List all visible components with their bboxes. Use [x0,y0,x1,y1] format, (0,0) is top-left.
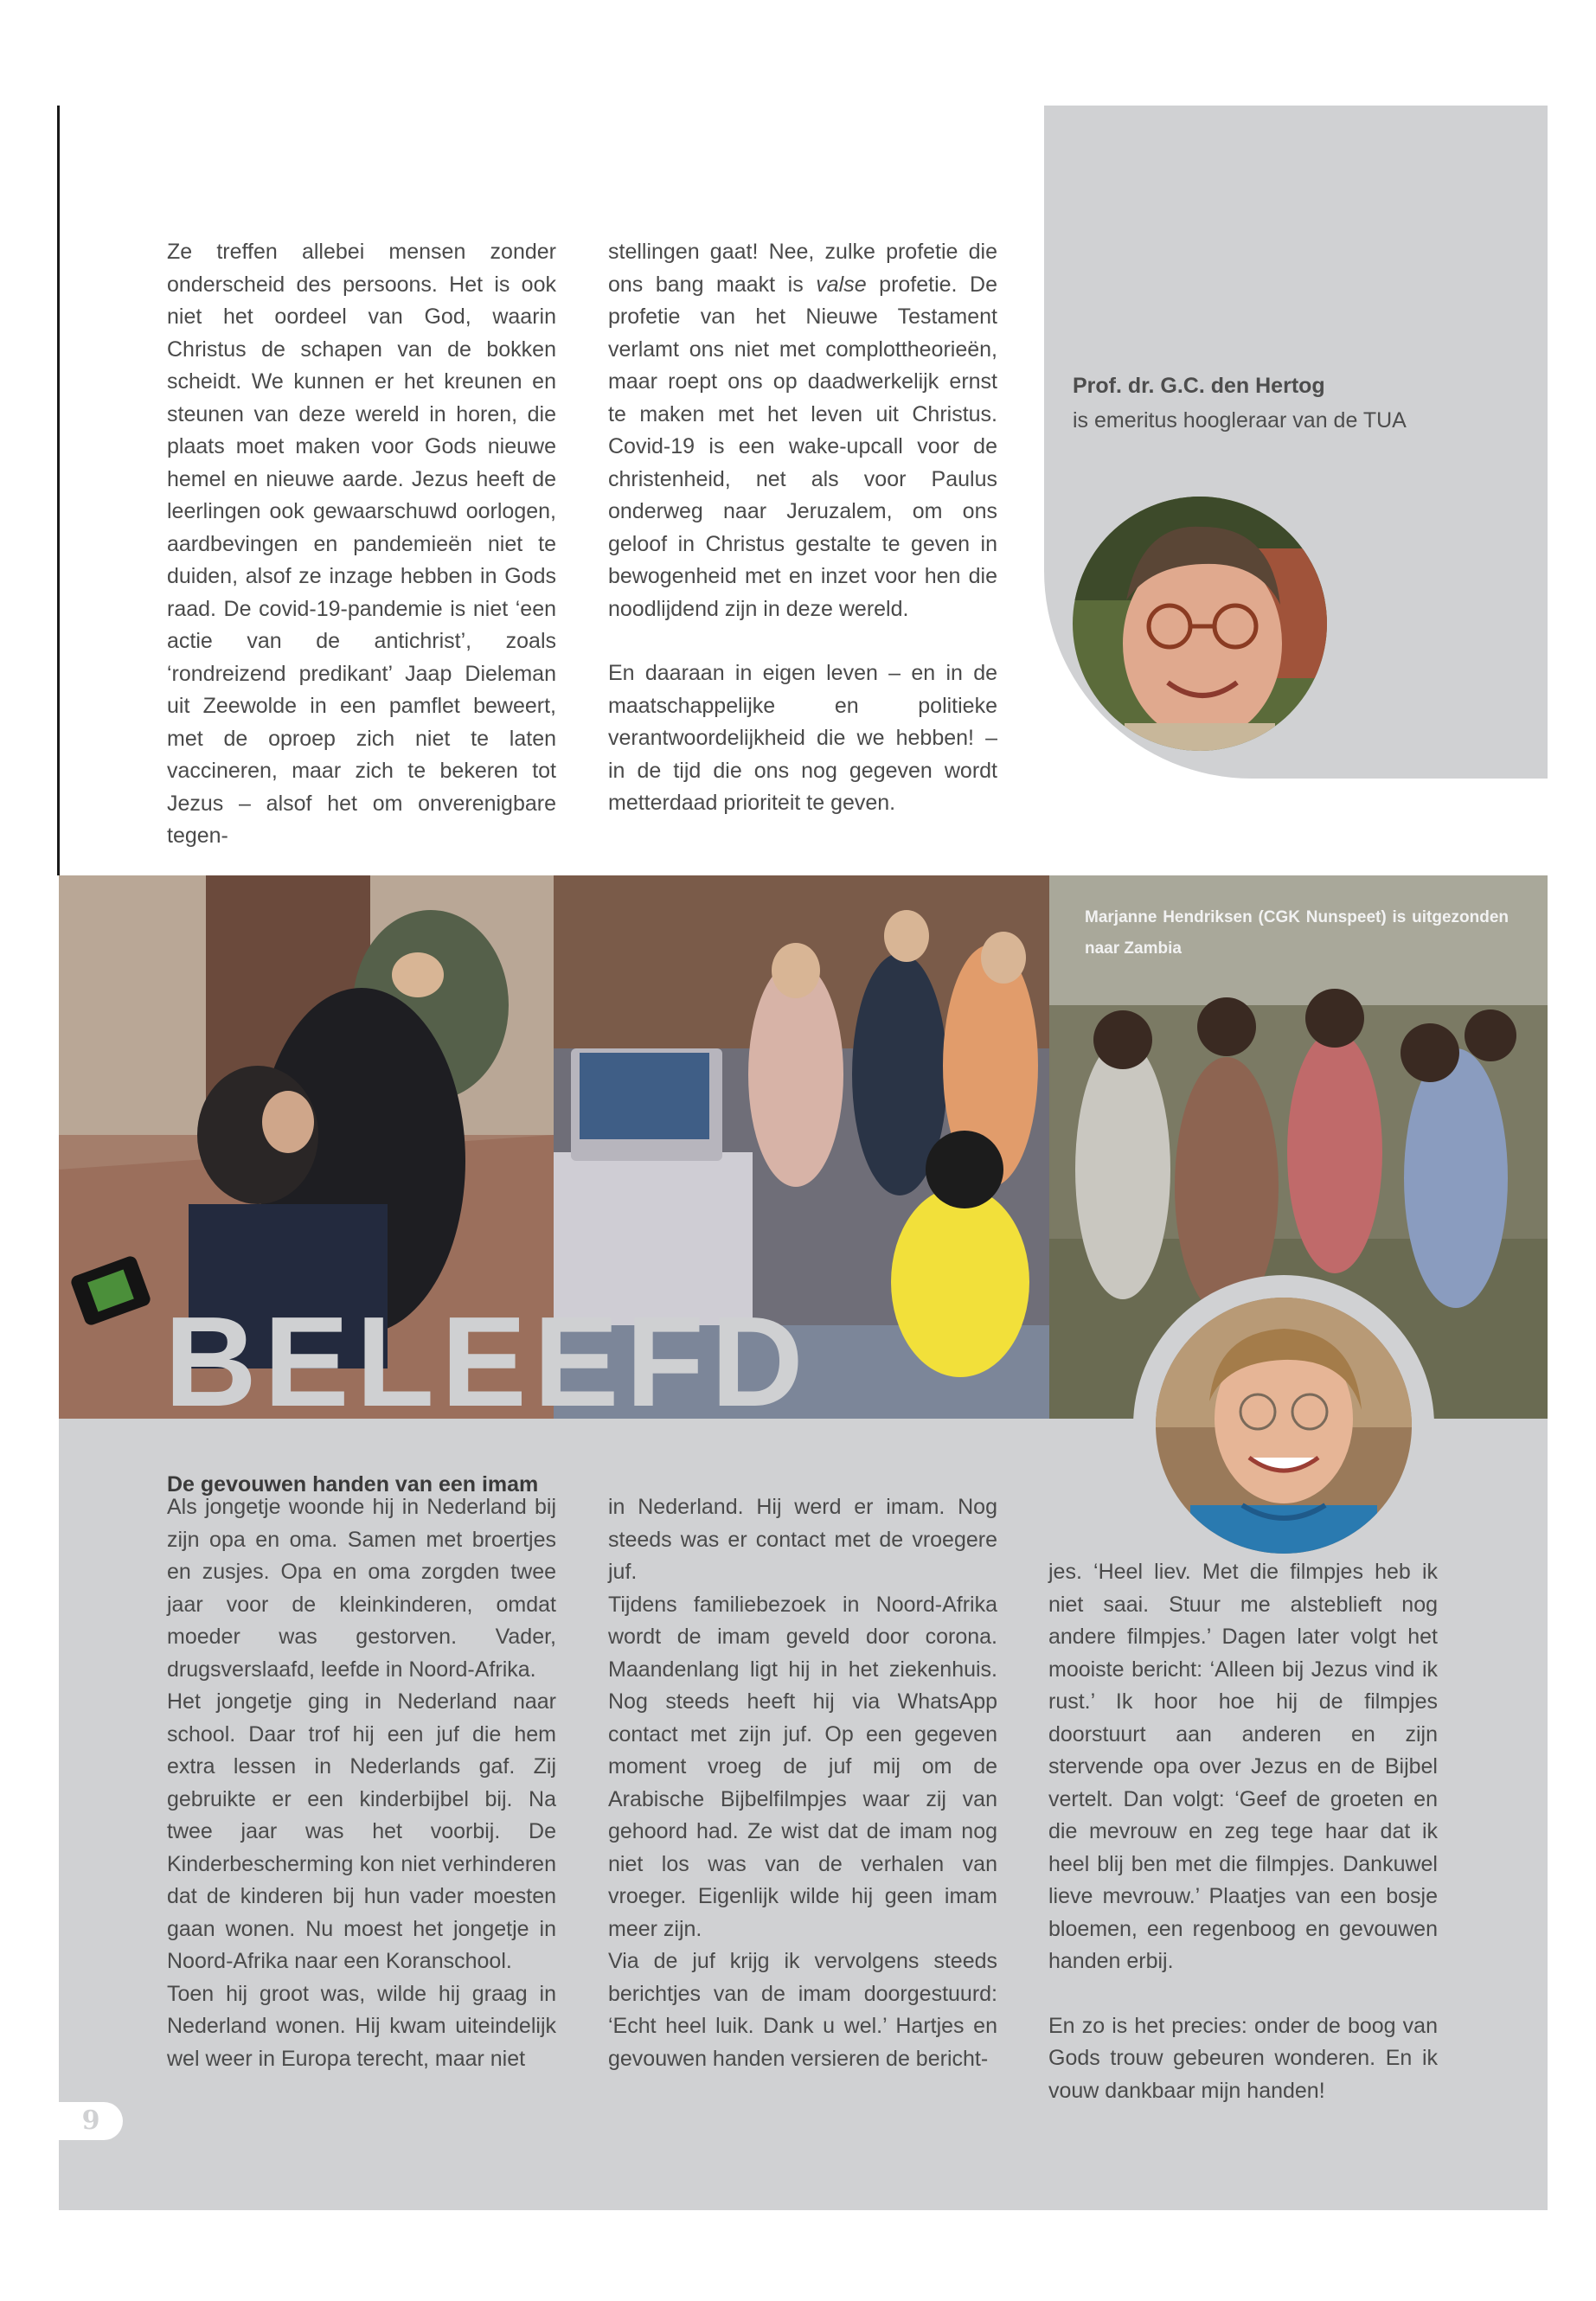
article-text: profetie. De profetie van het Nieuwe Testament verlamt ons niet met complottheorieën, maar roept ons op daadwerkelijk ernst te maken met het leven uit Christus. Covid-19 is een wake-upcall voor de christenheid, net als voor Paulus onderweg naar Jeruzalem, om ons geloof in Christus gestalte te geven in bewogenheid met en inzet voor hen die noodlijdend zijn in deze wereld. [608,272,998,621]
article-text: stellingen gaat! Nee, zulke profetie die ons bang maakt is [608,240,997,297]
section-heading: BELEEFD [164,1291,811,1433]
story-column-2 [608,1491,997,2075]
article-column-1 [167,236,556,853]
story-paragraph: Het jongetje ging in Nederland naar school. Daar trof hij een juf die hem extra lessen in Nederlands gaf. Zij gebruikte er een kinderbijbel bij. Na twee jaar was het voorbij. De Kinderbescherming kon niet verhinderen dat de kinderen bij hun vader moesten gaan wonen. Nu moest het jongetje in Noord-Afrika naar een Koranschool. [167,1689,556,1973]
story-column-3 [1048,1556,1438,2107]
section-subtitle: De gevouwen handen van een imam [167,1472,539,1497]
article-paragraph [608,236,997,625]
story-paragraph: Als jongetje woonde hij in Nederland bij zijn opa en oma. Samen met broertjes en zusjes. Opa en oma zorgden twee jaar voor de kleinkinderen, omdat moeder was gestorven. Vader, drugsverslaafd, leefde in Noord-Afrika. [167,1495,556,1682]
author-name: Prof. dr. G.C. den Hertog [1073,374,1325,398]
author-photo-art [1073,497,1327,751]
story-paragraph: Via de juf krijg ik vervolgens steeds berichtjes van de imam doorgestuurd: ‘Echt heel luik. Dank u wel.’ Hartjes en gevouwen handen versieren de bericht- [608,1949,997,2071]
author-role: is emeritus hoogleraar van de TUA [1073,408,1407,433]
photo-caption: Marjanne Hendriksen (CGK Nunspeet) is uitgezonden naar Zambia [1085,908,1509,958]
column-rule [57,106,60,875]
article-column-2 [608,236,997,820]
story-paragraph: jes. ‘Heel liev. Met die filmpjes heb ik niet saai. Stuur me alsteblieft nog andere filmpjes.’ Dagen later volgt het mooiste bericht: ‘Alleen bij Jezus vind ik rust.’ Ik hoor hoe hij de filmpjes doorstuurt aan anderen en zijn stervende opa over Jezus en de Bijbel vertelt. Dan volgt: ‘Geef de groeten en die mevrouw en zeg tege haar dat ik heel blij ben met die filmpjes. Dankuwel lieve mevrouw.’ Plaatjes van een bosje bloemen, een regenboog en gevouwen handen erbij. [1048,1560,1438,1973]
missionary-photo-art [1156,1298,1412,1554]
article-paragraph: Ze treffen allebei mensen zonder onderscheid des persoons. Het is ook niet het oordeel van God, waarin Christus de schapen van de bokken scheidt. We kunnen er het kreunen en steunen van deze wereld in horen, die plaats moet maken voor Gods nieuwe hemel en nieuwe aarde. Jezus heeft de leerlingen ook gewaarschuwd oorlogen, aardbevingen en pandemieën niet te duiden, alsof ze inzage hebben in Gods raad. De covid-19-pandemie is niet ‘een actie van de antichrist’, zoals ‘rondreizend predikant’ Jaap Dieleman uit Zeewolde in een pamflet beweert, met de oproep zich niet te laten vaccineren, maar zich te bekeren tot Jezus – alsof het om onverenigbare tegen- [167,240,556,848]
story-paragraph: in Nederland. Hij werd er imam. Nog steeds was er contact met de vroegere juf. [608,1495,997,1584]
article-paragraph: En daaraan in eigen leven – en in de maatschappelijke en politieke verantwoordelijkheid die we hebben! – in de tijd die ons nog gegeven wordt metterdaad prioriteit te geven. [608,661,997,815]
missionary-photo [1156,1298,1412,1554]
story-column-1 [167,1491,556,2075]
author-photo [1073,497,1327,751]
story-paragraph: Toen hij groot was, wilde hij graag in Nederland wonen. Hij kwam uiteindelijk wel weer in Europa terecht, maar niet [167,1981,556,2071]
page-number: 9 [59,2102,123,2140]
article-emphasis: valse [816,272,867,297]
story-paragraph: En zo is het precies: onder de boog van Gods trouw gebeuren wonderen. En ik vouw dankbaar mijn handen! [1048,2013,1438,2103]
story-paragraph: Tijdens familiebezoek in Noord-Afrika wordt de imam geveld door corona. Maandenlang ligt hij in het ziekenhuis. Nog steeds heeft hij via WhatsApp contact met zijn juf. Op een gegeven moment vroeg de juf mij om de Arabische Bijbelfilmpjes waar zij van gehoord had. Ze wist dat de imam nog niet los was van de verhalen van vroeger. Eigenlijk wilde hij geen imam meer zijn. [608,1592,997,1941]
